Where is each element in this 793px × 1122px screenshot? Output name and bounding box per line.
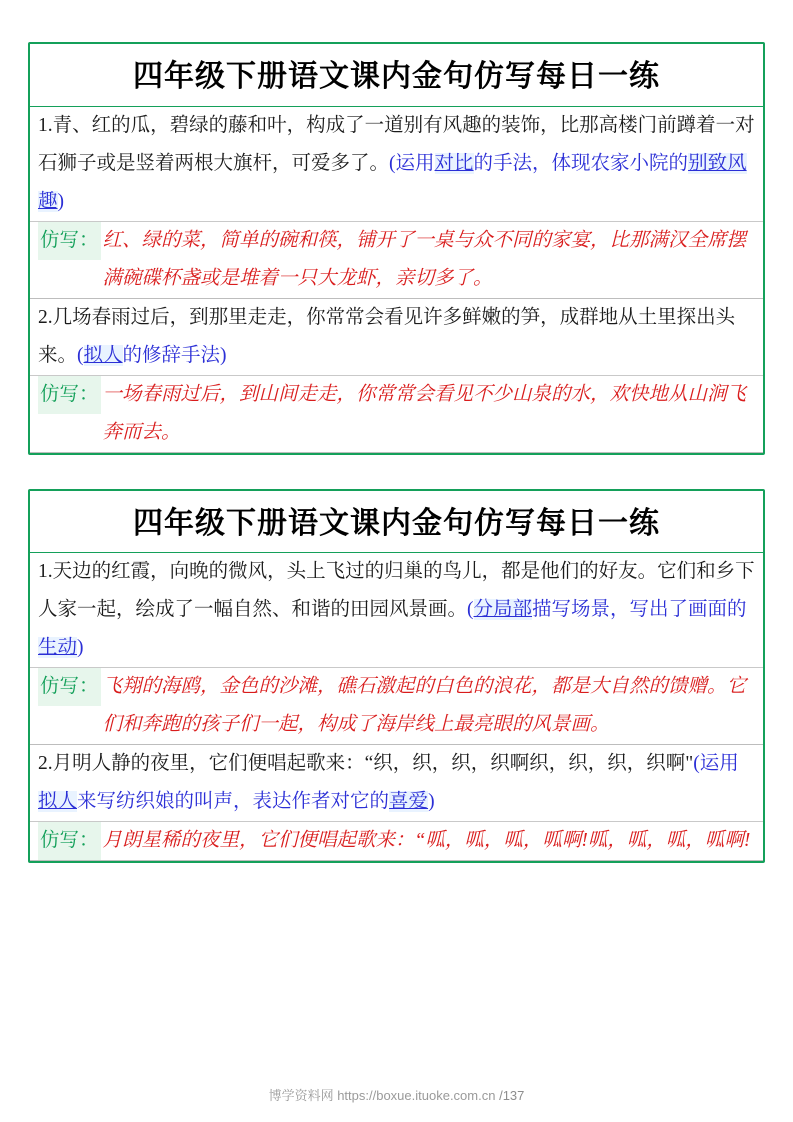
note-keyword: 别致风趣 <box>38 152 747 212</box>
note-keyword: 拟人 <box>83 344 123 366</box>
fangxie-tag: 仿写： <box>38 222 101 260</box>
question-number: 2. <box>38 753 53 774</box>
page-number: /137 <box>499 1088 525 1103</box>
note-close-paren: ) <box>220 344 227 366</box>
note-part: 描写场景，写出了画面的 <box>532 599 747 620</box>
note-part: 运用 <box>395 152 435 174</box>
answer-text: 一场春雨过后，到山间走走，你常常会看见不少山泉的水，欢快地从山涧飞奔而去。 <box>102 383 747 443</box>
question-1 <box>30 553 763 668</box>
card-body <box>30 107 763 453</box>
question-number: 1. <box>38 561 53 582</box>
card-body <box>30 553 763 861</box>
question-text: 月明人静的夜里，它们便唱起歌来：“织，织，织，织啊织，织，织，织啊" <box>52 753 694 774</box>
worksheet-card-1 <box>28 42 765 455</box>
fangxie-tag: 仿写： <box>38 822 101 860</box>
note-keyword: 分局部 <box>473 599 533 620</box>
question-text: 青、红的瓜，碧绿的藤和叶，构成了一道别有风趣的装饰，比那高楼门前蹲着一对石狮子或是竖着两根大旗杆，可爱多了。 <box>38 114 755 174</box>
note-keyword: 对比 <box>434 152 474 174</box>
question-2 <box>30 745 763 822</box>
answer-row-1 <box>30 668 763 745</box>
note-open-paren: ( <box>467 599 474 620</box>
question-1 <box>30 107 763 222</box>
question-text: 天边的红霞，向晚的微风，头上飞过的归巢的鸟儿，都是他们的好友。它们和乡下人家一起，绘成了一幅自然、和谐的田园风景画。 <box>38 561 755 620</box>
card-title: 四年级下册语文课内金句仿写每日一练 <box>30 44 763 107</box>
fangxie-tag: 仿写： <box>38 668 101 706</box>
watermark-text: 博学资料网 https://boxue.ituoke.com.cn <box>268 1088 496 1103</box>
question-2 <box>30 299 763 376</box>
note-close-paren: ) <box>428 791 435 812</box>
card-title: 四年级下册语文课内金句仿写每日一练 <box>30 491 763 554</box>
answer-text: 月朗星稀的夜里，它们便唱起歌来：“呱，呱，呱，呱啊!呱，呱，呱，呱啊! <box>102 830 751 851</box>
question-number: 2. <box>38 306 53 328</box>
answer-row-2 <box>30 822 763 861</box>
note-part: 的修辞手法 <box>122 344 221 366</box>
note-part: 运用 <box>699 753 739 774</box>
note-part: 表达作者对它的 <box>252 791 390 812</box>
fangxie-tag: 仿写： <box>38 376 101 414</box>
note-part: 来写纺织娘的叫声， <box>77 791 253 812</box>
note-keyword: 拟人 <box>38 791 78 812</box>
note-close-paren: ) <box>77 637 84 658</box>
note-keyword: 生动 <box>38 637 78 658</box>
answer-text: 红、绿的菜，简单的碗和筷，铺开了一桌与众不同的家宴，比那满汉全席摆满碗碟杯盏或是堆着一只大龙虾，亲切多了。 <box>102 229 747 289</box>
answer-row-1 <box>30 222 763 299</box>
answer-text: 飞翔的海鸥，金色的沙滩，礁石激起的白色的浪花，都是大自然的馈赠。它们和奔跑的孩子们一起，构成了海岸线上最亮眼的风景画。 <box>102 676 747 735</box>
note-close-paren: ) <box>57 190 65 212</box>
question-text: 几场春雨过后，到那里走走，你常常会看见许多鲜嫩的笋，成群地从土里探出头来。 <box>38 306 736 366</box>
note-open-paren: ( <box>77 344 84 366</box>
page-footer <box>0 1085 793 1104</box>
question-number: 1. <box>38 114 53 136</box>
note-keyword: 喜爱 <box>389 791 429 812</box>
note-open-paren: ( <box>389 152 396 174</box>
note-open-paren: ( <box>693 753 700 774</box>
answer-row-2 <box>30 376 763 453</box>
note-part: 的手法，体现农家小院的 <box>473 152 689 174</box>
worksheet-card-2 <box>28 489 765 864</box>
